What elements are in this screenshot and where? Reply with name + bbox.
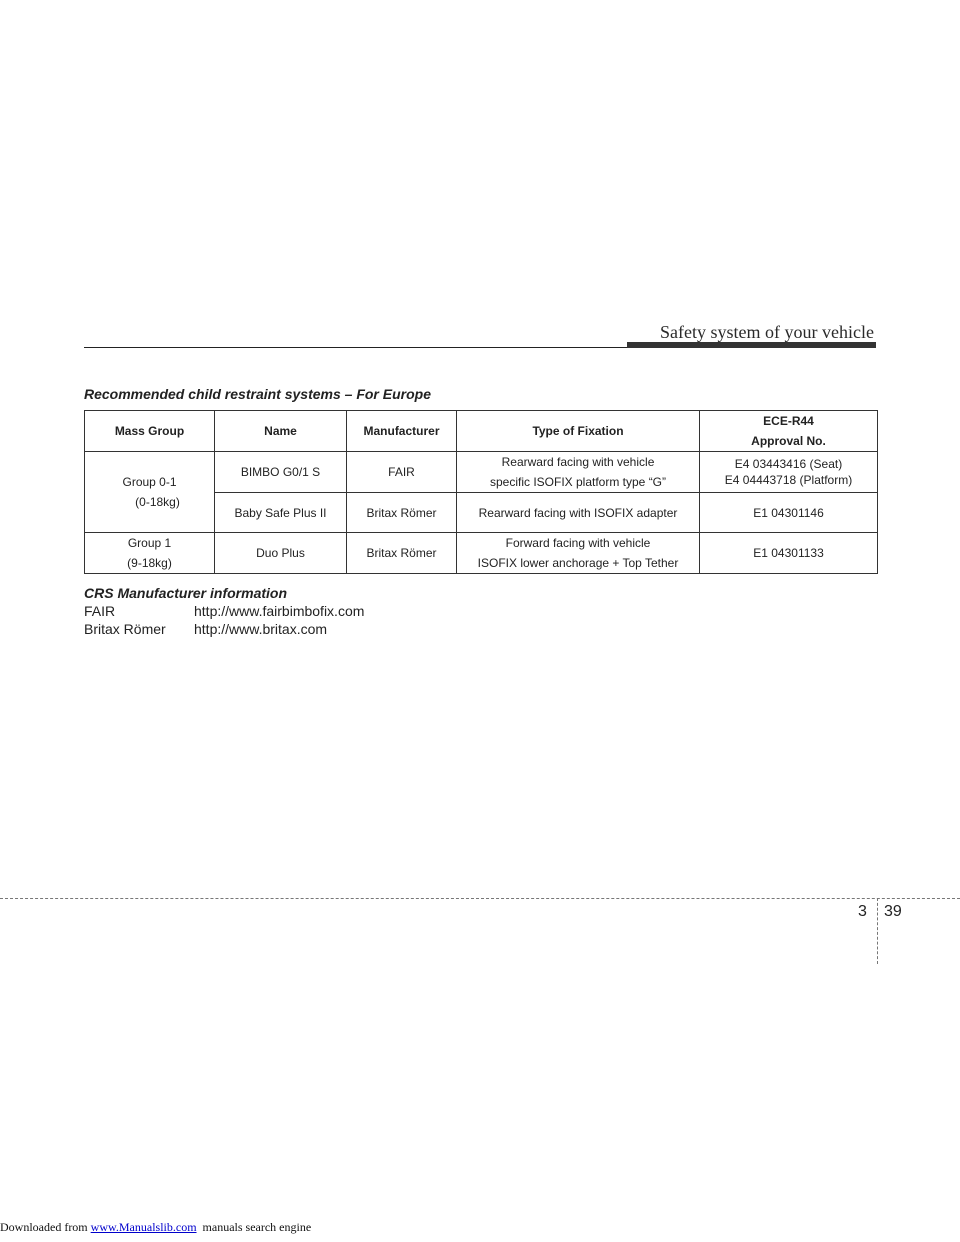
- chapter-number: 3: [858, 903, 867, 920]
- section-header-title: Safety system of your vehicle: [660, 322, 874, 342]
- header-mass-group: Mass Group: [85, 411, 215, 452]
- header-fixation: Type of Fixation: [457, 411, 700, 452]
- mass-group-range: (0-18kg): [135, 495, 180, 509]
- crs-approval: E1 04301146: [700, 493, 878, 533]
- footer-suffix: manuals search engine: [196, 1220, 312, 1234]
- footer-link[interactable]: www.Manualslib.com: [90, 1220, 197, 1234]
- table-row: [85, 533, 878, 574]
- crs-table: [84, 410, 878, 574]
- crs-fixation: Rearward facing with ISOFIX adapter: [457, 493, 700, 533]
- table-header-row: [85, 411, 878, 452]
- manufacturer-info-row: [84, 603, 364, 619]
- crs-fixation: [457, 533, 700, 574]
- crs-fixation-line1: Rearward facing with vehicle: [501, 455, 655, 469]
- crs-fixation: [457, 452, 700, 493]
- manufacturer-name: FAIR: [84, 603, 116, 619]
- header-approval-line1: ECE-R44: [763, 414, 814, 428]
- manufacturer-name: Britax Römer: [84, 621, 166, 637]
- crs-approval-line1: E4 03443416 (Seat): [734, 457, 843, 471]
- table-row: [85, 452, 878, 493]
- header-bar: [627, 342, 876, 348]
- crs-approval: [700, 452, 878, 493]
- crs-fixation-line1: Forward facing with vehicle: [505, 536, 651, 550]
- crs-manufacturer: Britax Römer: [347, 493, 457, 533]
- crs-name: Duo Plus: [215, 533, 347, 574]
- table-title: Recommended child restraint systems – For Europe: [84, 386, 431, 402]
- crs-manufacturer: FAIR: [347, 452, 457, 493]
- crs-approval-line2: E4 04443718 (Platform): [724, 473, 853, 487]
- manufacturer-info-row: [84, 621, 327, 637]
- page-dashed-rule: [0, 898, 960, 899]
- header-approval-line2: Approval No.: [751, 434, 826, 448]
- crs-manufacturer: Britax Römer: [347, 533, 457, 574]
- crs-approval: E1 04301133: [700, 533, 878, 574]
- mass-group-label: Group 0-1: [122, 475, 177, 489]
- manufacturer-url: http://www.fairbimbofix.com: [194, 603, 365, 619]
- header-name: Name: [215, 411, 347, 452]
- crs-name: Baby Safe Plus II: [215, 493, 347, 533]
- header-manufacturer: Manufacturer: [347, 411, 457, 452]
- mass-group-range: (9-18kg): [127, 556, 172, 570]
- manufacturer-info-title: CRS Manufacturer information: [84, 585, 288, 601]
- page-number: 39: [884, 903, 902, 920]
- crs-name: BIMBO G0/1 S: [215, 452, 347, 493]
- mass-group-label: Group 1: [127, 536, 172, 550]
- mass-group-cell: [85, 452, 215, 533]
- page-dashed-divider: [877, 898, 878, 964]
- manufacturer-url: http://www.britax.com: [194, 621, 328, 637]
- mass-group-cell: [85, 533, 215, 574]
- header-approval: [700, 411, 878, 452]
- download-footer: [0, 1220, 311, 1235]
- crs-fixation-line2: specific ISOFIX platform type “G”: [489, 475, 667, 489]
- footer-prefix: Downloaded from: [0, 1220, 91, 1234]
- crs-fixation-line2: ISOFIX lower anchorage + Top Tether: [477, 556, 679, 570]
